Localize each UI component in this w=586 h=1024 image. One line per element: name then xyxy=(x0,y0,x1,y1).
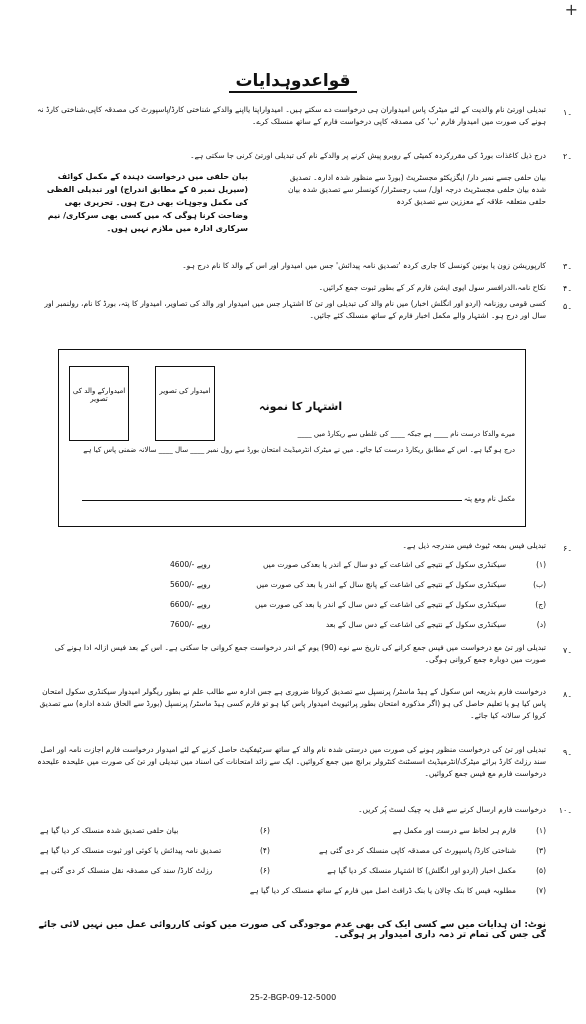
paragraph-number: ۵۔ xyxy=(563,302,572,311)
fee-label: سیکنڈری سکول کے نتیجے کی اشاعت کے دس سال کے بعد xyxy=(325,620,506,629)
checklist-item: شناختی کارڈ/ پاسپورٹ کی مصدقہ کاپی منسلک کر دی گئی ہے xyxy=(318,846,516,855)
paragraph-9: تبدیلی اور تیٔ کی درخواست منظور ہونے کی صورت میں درستی شدہ نام والد کے ساتھ سرٹیفکیٹ حاصل کرنے کے لئے امیدوار درخواست فارم اجازت نامہ اور اصل سند رزلٹ کارڈ برائے میٹرک/انٹرمیڈیٹ اسسٹنٹ کنٹرولر برانچ میں جمع کروائیں۔ ایک سے زائد امتحانات کی اسناد میں تبدیلی اور تیٔ کی صورت میں علیحدہ علیحدہ درخواست فارم مع فیس جمع کروائیں۔ xyxy=(37,745,546,778)
paragraph-5: کسی قومی روزنامہ (اردو اور انگلش اخبار) میں نام والد کی تبدیلی اور تیٔ کا اشتہار جس میں امیدوار اور والد کی تصاویر، امیدوار کا پتہ، بورڈ کا نام، رولنمبر اور سال اور درج ہو۔ اشتہار والے مکمل اخبار فارم کے ساتھ منسلک کئے جائیں۔ xyxy=(44,299,546,320)
paragraph-10: درخواست فارم ارسال کرنے سے قبل یہ چیک لسٹ پُر کریں۔ xyxy=(358,805,546,814)
paragraph-3: کارپوریشن زون یا یونین کونسل کا جاری کردہ 'تصدیق نامہ پیدائش' جس میں امیدوار اور اس کے والد کا نام درج ہو۔ xyxy=(182,261,546,270)
paragraph-8: درخواست فارم بذریعہ اس سکول کے ہیڈ ماسٹر/ پرنسپل سے تصدیق کروانا ضروری ہے جس ادارہ سے طالب علم نے بطور ریگولر امیدوار سیکنڈری سکول امتحان پاس کیا ہو یا تعلیم حاصل کی ہو (اگر مذکورہ امتحان بطور پرائیویٹ امیدوار پاس کیا ہو تو فارم کسی ہیڈ ماسٹر/ پرنسپل (بورڈ سے الحاق شدہ ادارہ) سے تصدیق کروا کر سالانہ کیا جائے۔ xyxy=(39,687,546,720)
address-field[interactable] xyxy=(67,495,515,503)
page-title xyxy=(0,70,586,91)
address-underline[interactable] xyxy=(82,500,462,501)
paragraph-number: ۱۰۔ xyxy=(558,806,572,815)
fee-label: سیکنڈری سکول کے نتیجے کی اشاعت کے دس سال کے اندر یا بعد کی صورت میں xyxy=(255,600,506,609)
paragraph-number: ۲۔ xyxy=(563,152,572,161)
paragraph-number: ۶۔ xyxy=(563,544,572,553)
advertisement-sample-box xyxy=(58,349,526,527)
paragraph-1: تبدیلی اورتیٔ نام والدیت کے لئے میٹرک پاس امیدواران ہی درخواست دے سکتے ہیں۔ امیدواراپنا یااپنے والدکے شناختی کارڈ/پاسپورٹ کی مصدقہ کاپی،شناختی کارڈ نہ ہونے کی صورت میں امیدوار فارم 'ب' کی مصدقہ کاپی درخواست فارم کے ساتھ منسلک کرے۔ xyxy=(37,105,546,126)
paragraph-number: ۴۔ xyxy=(563,284,572,293)
affidavit-instructions: بیان حلفی میں درخواست دہندہ کے مکمل کوائف (سیریل نمبر ۵ کے مطابق اندراج) اور تبدیلی الفظی کی مکمل وجوہات بھی درج ہوں۔ تحریری بھی وضاحت کرنا ہوگی کہ میں کسی بھی سرکاری/ نیم سرکاری ادارہ میں ملازم نہیں ہوں۔ xyxy=(46,172,248,233)
checklist-item: بیان حلفی تصدیق شدہ منسلک کر دیا گیا ہے xyxy=(40,826,179,835)
checklist-item: مطلوبہ فیس کا بنک چالان یا بنک ڈرافٹ اصل میں فارم کے ساتھ منسلک کر دیا گیا ہے xyxy=(249,886,516,895)
paragraph-number: ۳۔ xyxy=(563,262,572,271)
paragraph-number: ۱۔ xyxy=(563,108,572,117)
checklist-number: (۷) xyxy=(536,886,546,895)
page-title-text: قواعدوہدایات xyxy=(229,71,356,93)
important-note: نوٹ: ان ہدایات میں سے کسی ایک کی بھی عدم موجودگی کی صورت میں کوئی کارروائی عمل میں نہیں لائی جائے گی جس کی تمام تر ذمہ داری امیدوار پر ہوگی۔ xyxy=(38,920,546,940)
affidavit-list: بیان حلفی جسے نمبر دار/ ایگزیکٹو مجسٹریٹ (بورڈ سے منظور شدہ ادارہ۔ تصدیق شدہ بیان حلفی مجسٹریٹ درجہ اول/ سب رجسٹرار/ کونسلر سے تصدیق شدہ بیان حلفی متعلقہ علاقہ کے معززین سے تصدیق کردہ xyxy=(288,173,546,206)
fee-amount: 7600/- روپے xyxy=(170,620,211,629)
checklist-number: (۶) xyxy=(260,826,270,835)
advertisement-title: اشتہار کا نمونہ xyxy=(259,400,343,413)
paragraph-number: ۷۔ xyxy=(563,646,572,655)
checklist-number: (۳) xyxy=(536,846,546,855)
fee-amount: 6600/- روپے xyxy=(170,600,211,609)
paragraph-7: تبدیلی اور تیٔ مع درخواست میں فیس جمع کرانے کی تاریخ سے نوے (90) یوم کے اندر درخواست جمع کروانی جا سکتی ہے۔ اس کے بعد فیس ازالہ ادا ہونے کی صورت میں دوبارہ جمع کروانی ہوگی۔ xyxy=(54,643,546,664)
checklist-number: (۶) xyxy=(260,866,270,875)
paragraph-number: ۸۔ xyxy=(563,690,572,699)
fee-number: (ج) xyxy=(535,600,546,609)
address-label: مکمل نام ومع پتہ xyxy=(463,495,515,503)
checklist-number: (۴) xyxy=(260,846,270,855)
checklist-number: (۵) xyxy=(536,866,546,875)
fee-number: (د) xyxy=(536,620,546,629)
paragraph-2: درج ذیل کاغذات بورڈ کی مقررکردہ کمیٹی کے روبرو پیش کرنے پر والدکے نام کی تبدیلی اورتیٔ کرنی جا سکتی ہے۔ xyxy=(190,151,546,160)
parent-photo-placeholder: امیدوارکے والد کی تصویر xyxy=(69,366,129,441)
paragraph-4: نکاح نامہ،الدرافسر سول ایوی ایشن فارم کر کے بطور ثبوت جمع کرائیں۔ xyxy=(318,283,546,292)
checklist-item: تصدیق نامہ پیدائش یا کوئی اور ثبوت منسلک کر دیا گیا ہے xyxy=(40,846,222,855)
fee-amount: 4600/- روپے xyxy=(170,560,211,569)
fee-number: (۱) xyxy=(536,560,546,569)
advertisement-line-2: درج ہو گیا ہے۔ اس کے مطابق ریکارڈ درست کیا جائے۔ میں نے میٹرک انٹرمیڈیٹ امتحان بورڈ سے رول نمبر ____ سال ____ سالانہ ضمنی پاس کیا ہے xyxy=(83,446,515,454)
fees-heading: تبدیلی فیس بمعہ ٹیوٹ فیس مندرجہ ذیل ہے۔ xyxy=(402,541,546,550)
corner-registration-mark: + xyxy=(564,0,578,19)
fee-number: (ب) xyxy=(533,580,546,589)
fee-label: سیکنڈری سکول کے نتیجے کی اشاعت کے پانچ سال کے اندر یا بعد کی صورت میں xyxy=(256,580,506,589)
checklist-item: مکمل اخبار (اردو اور انگلش) کا اشتہار منسلک کر دیا گیا ہے xyxy=(327,866,516,875)
fee-amount: 5600/- روپے xyxy=(170,580,211,589)
checklist-item: فارم ہر لحاظ سے درست اور مکمل ہے xyxy=(392,826,516,835)
checklist-item: رزلٹ کارڈ/ سند کی مصدقہ نقل منسلک کر دی گئی ہے xyxy=(40,866,213,875)
print-code-footer: 25-2-BGP-09-12-5000 xyxy=(249,993,337,1002)
candidate-photo-placeholder: امیدوار کی تصویر xyxy=(155,366,215,441)
paragraph-number: ۹۔ xyxy=(563,748,572,757)
advertisement-line-1: میرے والدکا درست نام ____ ہے جبکہ ____ کی غلطی سے ریکارڈ میں ____ xyxy=(297,430,515,438)
checklist-number: (۱) xyxy=(536,826,546,835)
fee-label: سیکنڈری سکول کے نتیجے کی اشاعت کے دو سال کے اندر یا بعدکی صورت میں xyxy=(262,560,506,569)
